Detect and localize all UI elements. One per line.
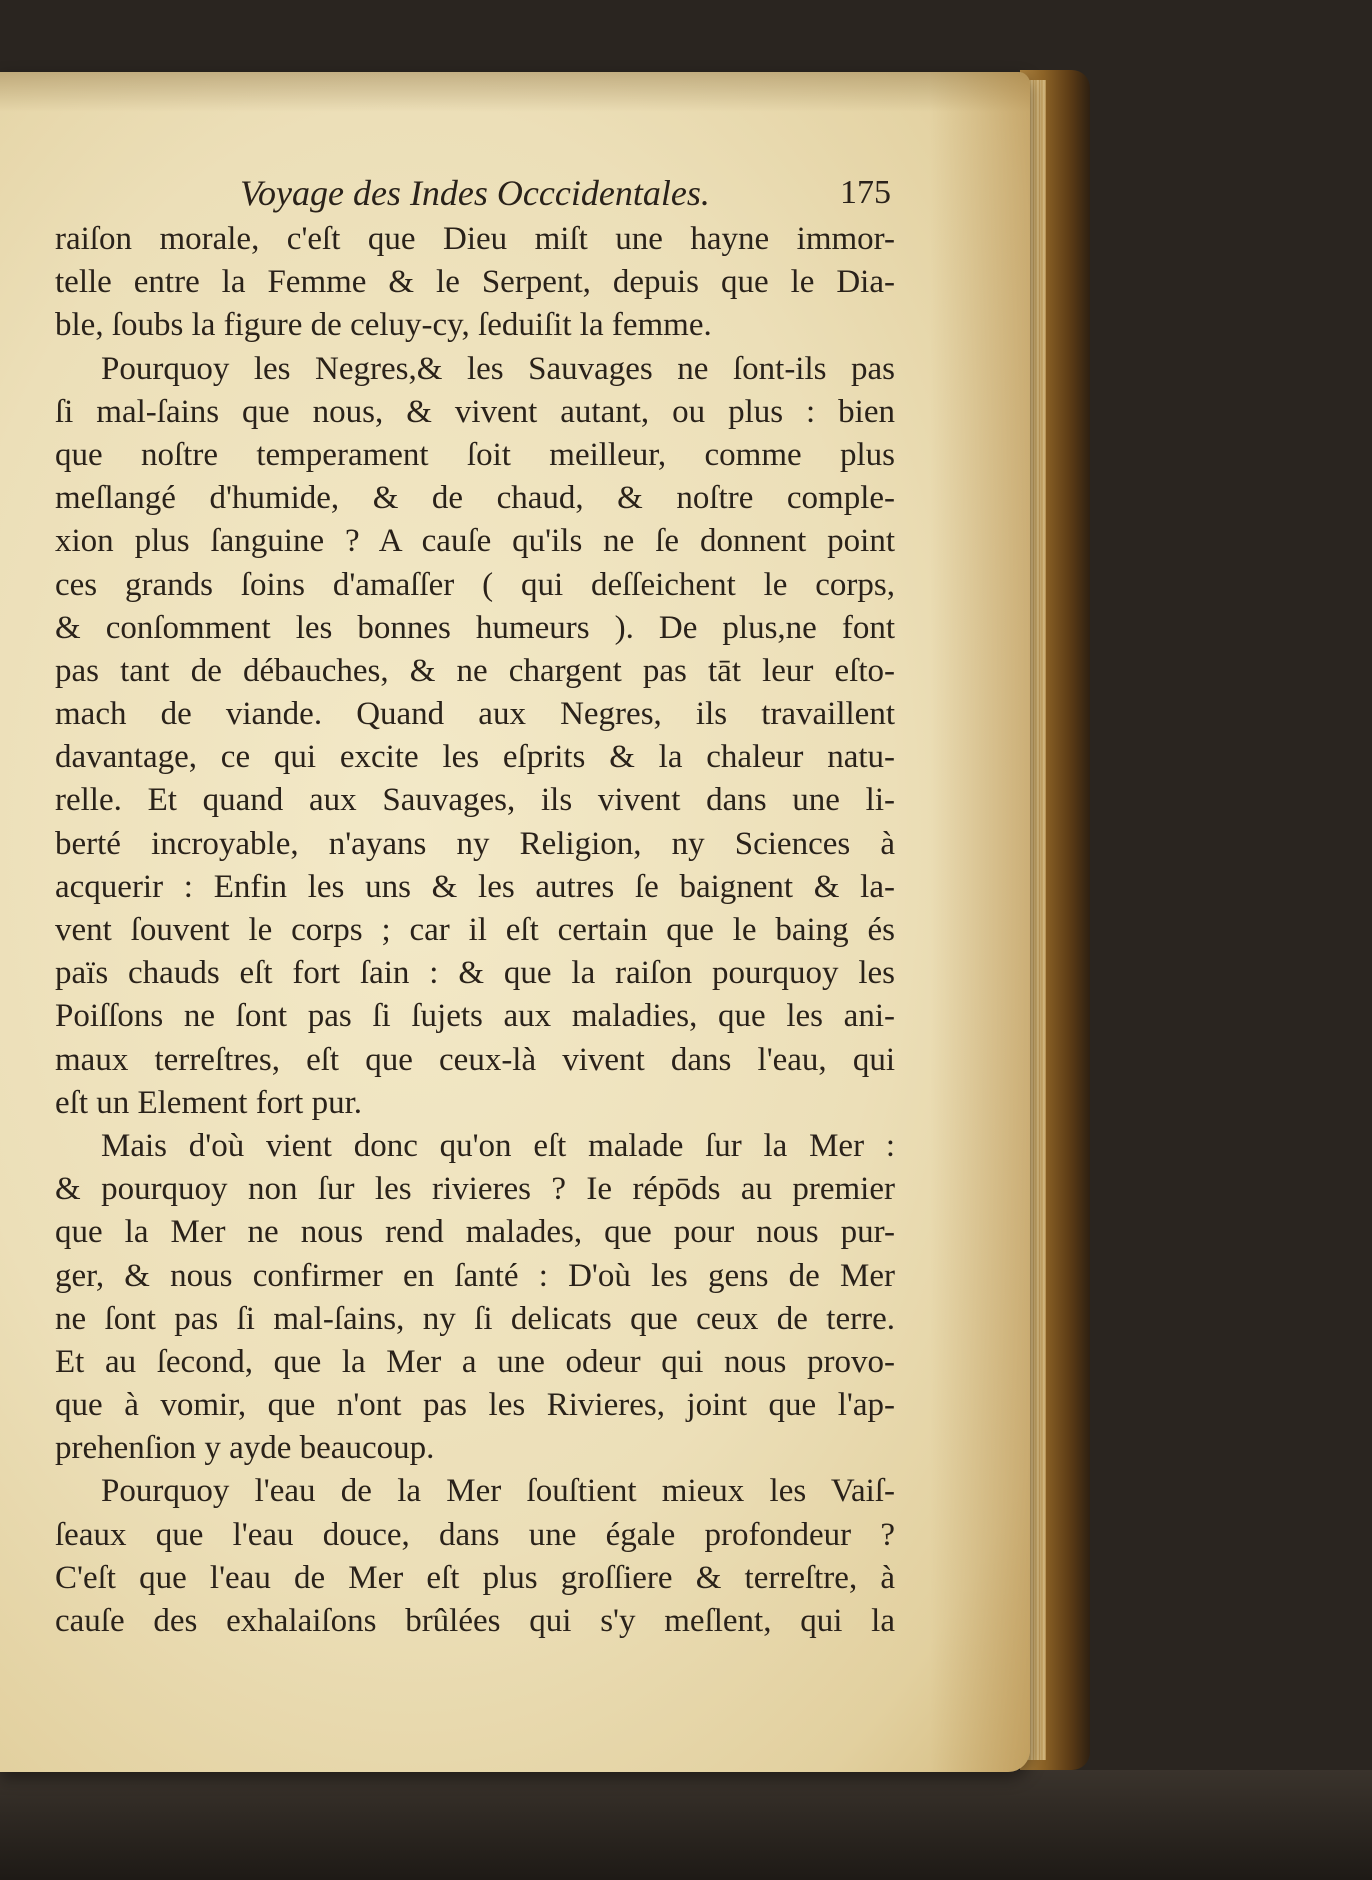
text-line: ſeaux que l'eau douce, dans une égale profondeur ? — [55, 1516, 895, 1553]
text-line: pas tant de débauches, & ne chargent pas tāt leur eſto- — [55, 652, 895, 689]
text-line: eſt un Element fort pur. — [55, 1084, 363, 1121]
text-line: Et au ſecond, que la Mer a une odeur qui nous provo- — [55, 1343, 895, 1380]
scan-background — [0, 1770, 1372, 1880]
text-line: ces grands ſoins d'amaſſer ( qui deſſeichent le corps, — [55, 566, 895, 603]
text-line: raiſon morale, c'eſt que Dieu miſt une hayne immor- — [55, 221, 895, 257]
text-line: davantage, ce qui excite les eſprits & la chaleur natu- — [55, 739, 895, 776]
text-line: ble, ſoubs la figure de celuy-cy, ſeduiſit la femme. — [55, 307, 712, 344]
text-line: Pourquoy l'eau de la Mer ſouſtient mieux les Vaiſ- — [101, 1473, 895, 1510]
text-line: cauſe des exhalaiſons brûlées qui s'y meſlent, qui la — [55, 1603, 895, 1639]
text-line: vent ſouvent le corps ; car il eſt certain que le baing és — [55, 912, 895, 948]
text-line: & conſomment les bonnes humeurs ). De plus,ne font — [55, 609, 895, 646]
running-header: Voyage des Indes Occcidentales. — [240, 173, 710, 213]
text-line: prehenſion y ayde beaucoup. — [55, 1430, 435, 1467]
page-right-shadow — [930, 72, 1030, 1772]
text-line: berté incroyable, n'ayans ny Religion, ny Sciences à — [55, 825, 895, 862]
text-line: acquerir : Enfin les uns & les autres ſe baignent & la- — [55, 868, 895, 905]
text-line: ger, & nous confirmer en ſanté : D'où les gens de Mer — [55, 1257, 895, 1294]
text-line: relle. Et quand aux Sauvages, ils vivent dans une li- — [55, 782, 895, 819]
text-line: mach de viande. Quand aux Negres, ils travaillent — [55, 696, 895, 733]
text-line: que à vomir, que n'ont pas les Rivieres, joint que l'ap- — [55, 1387, 895, 1424]
text-line: & pourquoy non ſur les rivieres ? Ie répōds au premier — [55, 1171, 895, 1208]
text-line: ne ſont pas ſi mal-ſains, ny ſi delicats que ceux de terre. — [55, 1300, 895, 1337]
text-line: meſlangé d'humide, & de chaud, & noſtre comple- — [55, 480, 895, 517]
text-line: Mais d'où vient donc qu'on eſt malade ſur la Mer : — [101, 1127, 895, 1164]
text-line: ſi mal-ſains que nous, & vivent autant, ou plus : bien — [55, 393, 895, 430]
text-line: Pourquoy les Negres,& les Sauvages ne ſont-ils pas — [101, 350, 895, 387]
text-line: Poiſſons ne ſont pas ſi ſujets aux maladies, que les ani- — [55, 998, 895, 1035]
text-line: xion plus ſanguine ? A cauſe qu'ils ne ſe donnent point — [55, 523, 895, 560]
text-line: que noſtre temperament ſoit meilleur, comme plus — [55, 436, 895, 473]
text-line: que la Mer ne nous rend malades, que pour nous pur- — [55, 1214, 895, 1251]
text-line: maux terreſtres, eſt que ceux-là vivent dans l'eau, qui — [55, 1041, 895, 1078]
page-top-shadow — [0, 72, 1030, 112]
text-line: païs chauds eſt fort ſain : & que la raiſon pourquoy les — [55, 955, 895, 992]
page-number: 175 — [840, 174, 891, 211]
body-text — [55, 218, 895, 1643]
text-line: telle entre la Femme & le Serpent, depuis que le Dia- — [55, 264, 895, 301]
text-line: C'eſt que l'eau de Mer eſt plus groſſiere & terreſtre, à — [55, 1559, 895, 1596]
